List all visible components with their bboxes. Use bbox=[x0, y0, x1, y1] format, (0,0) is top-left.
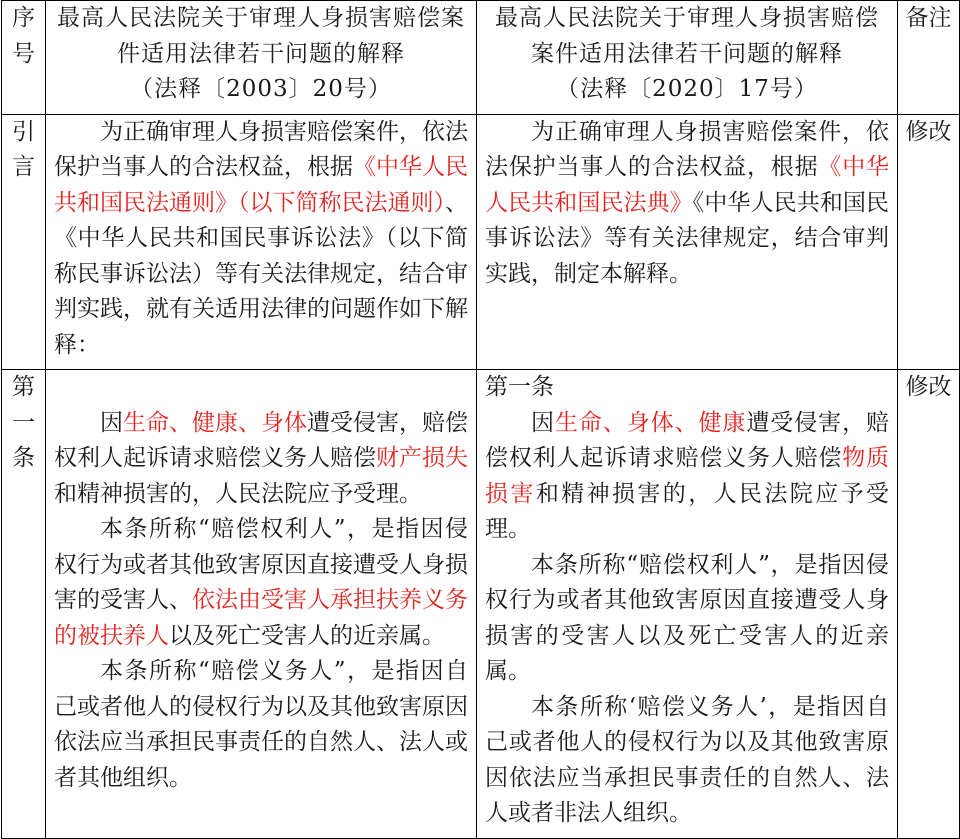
row-num-intro: 引言 bbox=[2, 114, 46, 370]
new-article-1-p2: 本条所称“赔偿权利人”，是指因侵权行为或者其他致害原因直接遭受人身损害的受害人以及死亡受害人的近亲属。 bbox=[485, 551, 889, 684]
new-article-1-p3: 本条所称‘赔偿义务人’，是指因自己或者他人的侵权行为以及其他致害原因依法应当承担民事责任的自然人、法人或者非法人组织。 bbox=[485, 693, 889, 826]
old-article-1-p2: 本条所称“赔偿权利人”，是指因侵权行为或者其他致害原因直接遭受人身损害的受害人、依法由受害人承担扶养义务的被扶养人以及死亡受害人的近亲属。 bbox=[54, 516, 468, 649]
old-article-1-p1: 因生命、健康、身体遭受侵害，赔偿权利人起诉请求赔偿义务人赔偿财产损失和精神损害的，人民法院应予受理。 bbox=[54, 409, 468, 507]
changed-text: 生命、身体、健康 bbox=[554, 409, 747, 436]
old-text-intro bbox=[46, 114, 477, 370]
new-intro-paragraph: 为正确审理人身损害赔偿案件，依法保护当事人的合法权益，根据《中华人民共和国民法典》《中华人民共和国民事诉讼法》等有关法律规定，结合审判实践，制定本解释。 bbox=[485, 118, 890, 287]
header-new-doc bbox=[477, 1, 898, 115]
row-num-article-1: 第一条 bbox=[2, 370, 46, 839]
changed-text: 生命、健康、身体 bbox=[123, 409, 307, 436]
new-text-article-1 bbox=[477, 370, 898, 839]
blank-line bbox=[54, 370, 468, 406]
header-old-doc bbox=[46, 1, 477, 115]
changed-text: 财产损失 bbox=[376, 445, 468, 471]
header-note: 备注 bbox=[898, 1, 960, 115]
old-text-article-1 bbox=[46, 370, 477, 839]
new-article-1-p1: 因生命、身体、健康遭受侵害，赔偿权利人起诉请求赔偿义务人赔偿物质损害和精神损害的，人民法院应予受理。 bbox=[485, 409, 890, 542]
header-num: 序号 bbox=[2, 1, 46, 115]
table-header-row bbox=[2, 1, 960, 115]
old-doc-title: 最高人民法院关于审理人身损害赔偿案件适用法律若干问题的解释 bbox=[57, 5, 465, 67]
new-doc-number: （法释〔2020〕17号） bbox=[556, 76, 818, 102]
changed-text: 依法由受害人承担扶养义务的被扶养人 bbox=[54, 587, 468, 649]
changed-text: 《中华人民共和国民法典》 bbox=[485, 154, 889, 216]
old-intro-paragraph: 为正确审理人身损害赔偿案件，依法保护当事人的合法权益，根据《中华人民共和国民法通则》（以下简称民法通则）、《中华人民共和国民事诉讼法》（以下简称民事诉讼法）等有关法律规定，结合审判实践，就有关适用法律的问题作如下解释： bbox=[54, 118, 468, 358]
comparison-table bbox=[1, 0, 960, 839]
old-doc-number: （法释〔2003〕20号） bbox=[130, 76, 392, 102]
table-row bbox=[2, 370, 960, 839]
changed-text: 物质损害 bbox=[485, 445, 889, 507]
changed-text: 《中华人民共和国民法通则》（以下简称民法通则） bbox=[54, 154, 468, 216]
note-intro: 修改 bbox=[898, 114, 960, 370]
new-doc-title: 最高人民法院关于审理人身损害赔偿案件适用法律若干问题的解释 bbox=[495, 5, 879, 67]
old-article-1-p3: 本条所称“赔偿义务人”，是指因自己或者他人的侵权行为以及其他致害原因依法应当承担民事责任的自然人、法人或者其他组织。 bbox=[54, 658, 468, 791]
new-text-intro bbox=[477, 114, 898, 370]
table-row bbox=[2, 114, 960, 370]
note-article-1: 修改 bbox=[898, 370, 960, 839]
new-article-1-heading: 第一条 bbox=[485, 374, 554, 400]
